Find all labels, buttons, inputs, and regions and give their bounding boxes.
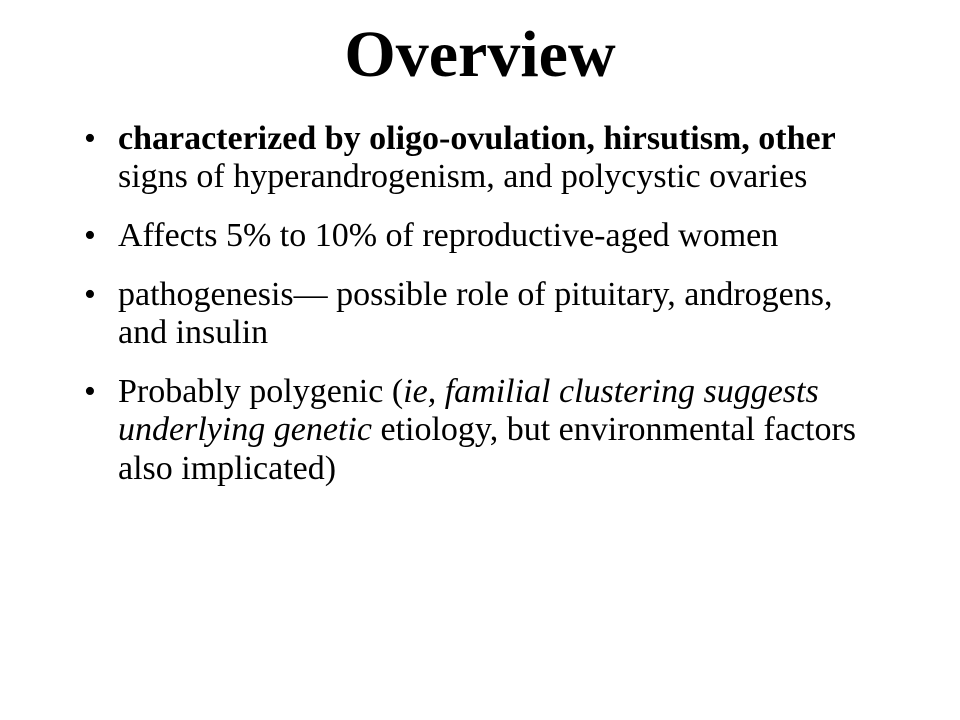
bullet-text-italic: ie, familial clustering suggests underlying genetic	[118, 373, 819, 449]
bullet-item-characterization	[80, 120, 880, 196]
bullet-marker: •	[84, 276, 96, 314]
bullet-marker: •	[84, 120, 96, 157]
bullet-text: Probably polygenic (	[118, 373, 404, 411]
bullet-item-pathogenesis	[80, 276, 880, 352]
bullet-text: signs of hyperandrogenism, and polycystic ovaries	[118, 158, 808, 196]
bullet-text: Affects 5% to 10% of reproductive-aged women	[118, 217, 779, 255]
bullet-text-bold: characterized by oligo-ovulation, hirsutism, other	[118, 120, 836, 157]
bullet-marker: •	[84, 217, 96, 255]
slide-title: Overview	[344, 18, 616, 91]
bullet-marker: •	[84, 373, 96, 411]
bullet-list	[80, 120, 880, 509]
bullet-text: pathogenesis— possible role of pituitary, androgens, and insulin	[118, 276, 833, 352]
bullet-item-prevalence	[80, 217, 880, 255]
bullet-text: etiology, but environmental factors also implicated)	[118, 411, 857, 487]
bullet-item-genetics	[80, 373, 880, 487]
